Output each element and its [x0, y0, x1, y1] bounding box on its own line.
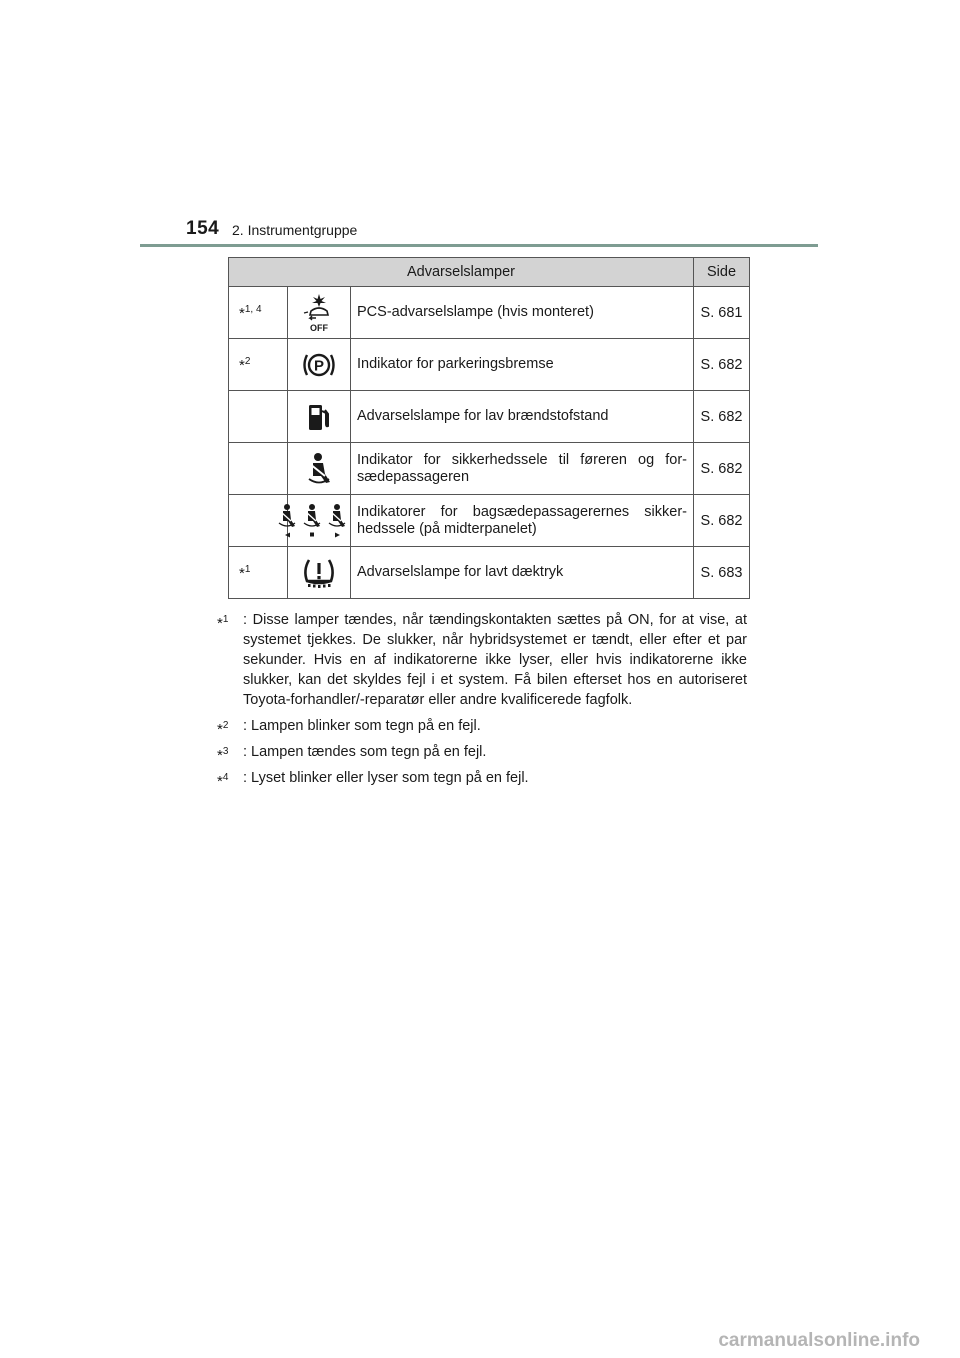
row-page-ref: S. 682: [694, 495, 750, 547]
fuel-pump-icon: [288, 391, 351, 443]
footnote-mark: [229, 391, 288, 443]
row-page-ref: S. 682: [694, 339, 750, 391]
column-header-page: Side: [694, 258, 750, 287]
row-description: Indikator for sikkerhedssele til føreren og for-sædepassageren: [351, 443, 694, 495]
footnote-text: : Disse lamper tændes, når tændingskontakten sættes på ON, for at vise, at systemet tjekkes. De slukker, når hybridsystemet er tændt, eller efter et par sekunder. Hvis en af indikatorerne ikke lyser, eller hvis indikatorerne ikke slukker, kan det skyldes fejl i et system. Få bilen efterset hos en autoriseret Toyota-forhandler/-reparatør eller andre kvalificerede fagfolk.: [243, 612, 747, 708]
footnote-marker: *$^1$: [217, 614, 229, 632]
row-page-ref: S. 683: [694, 547, 750, 599]
row-page-ref: S. 681: [694, 287, 750, 339]
row-description: Advarselslampe for lav brændstofstand: [351, 391, 694, 443]
row-description: PCS-advarselslampe (hvis monteret): [351, 287, 694, 339]
footnote-text: : Lampen tændes som tegn på en fejl.: [243, 744, 487, 760]
footnote-mark: *$^1$: [229, 547, 288, 599]
page-header: [0, 212, 960, 252]
table-row: [229, 391, 750, 443]
table-row: [229, 547, 750, 599]
table-row: [229, 339, 750, 391]
row-page-ref: S. 682: [694, 443, 750, 495]
parking-brake-icon: [288, 339, 351, 391]
footnote-marker: *$^3$: [217, 746, 229, 764]
page-number: 154: [186, 218, 220, 239]
row-description: Advarselslampe for lavt dæktryk: [351, 547, 694, 599]
footnote-mark: [229, 443, 288, 495]
section-title: 2. Instrumentgruppe: [232, 222, 358, 238]
tire-pressure-icon: [288, 547, 351, 599]
footnote: [217, 716, 747, 736]
header-rule: [140, 244, 818, 247]
footnote-marker: *$^4$: [217, 772, 229, 790]
pcs-off-icon: [288, 287, 351, 339]
warning-lamps-table: [228, 257, 750, 599]
table-row: [229, 287, 750, 339]
footnote-mark: *$^2$: [229, 339, 288, 391]
column-header-lamps: Advarselslamper: [229, 258, 694, 287]
footnote: [217, 768, 747, 788]
table-row: [229, 495, 750, 547]
footnote-text: : Lampen blinker som tegn på en fejl.: [243, 718, 481, 734]
footnote-text: : Lyset blinker eller lyser som tegn på en fejl.: [243, 770, 529, 786]
rear-seatbelts-icon: [288, 495, 351, 547]
svg-text:OFF: OFF: [310, 322, 328, 333]
watermark: carmanualsonline.info: [718, 1330, 920, 1351]
footnote-mark: *$^{1, 4}$: [229, 287, 288, 339]
table-row: [229, 443, 750, 495]
row-description: Indikator for parkeringsbremse: [351, 339, 694, 391]
row-description: Indikatorer for bagsædepassagerernes sikker-hedssele (på midterpanelet): [351, 495, 694, 547]
svg-text:P: P: [313, 357, 325, 374]
seatbelt-icon: [288, 443, 351, 495]
footnote: [217, 742, 747, 762]
row-page-ref: S. 682: [694, 391, 750, 443]
table-header-row: [229, 258, 750, 287]
footnote: [217, 610, 747, 710]
footnotes: [217, 610, 747, 794]
footnote-marker: *$^2$: [217, 720, 229, 738]
